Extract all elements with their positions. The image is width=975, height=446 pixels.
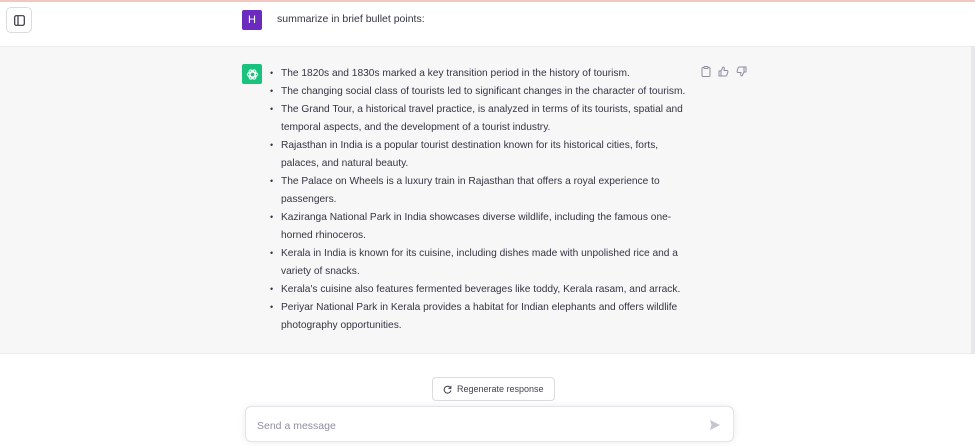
scrollbar-track[interactable] — [971, 46, 975, 354]
thumbs-down-button[interactable] — [735, 65, 748, 78]
refresh-icon — [443, 385, 452, 394]
sidebar-icon — [14, 15, 25, 26]
assistant-avatar — [242, 64, 262, 84]
user-avatar: H — [242, 10, 262, 30]
thumbs-up-button[interactable] — [717, 65, 730, 78]
copy-button[interactable] — [699, 65, 712, 78]
openai-logo-icon — [246, 68, 259, 81]
thumbs-down-icon — [736, 66, 747, 77]
message-input[interactable] — [255, 415, 699, 437]
send-icon — [709, 419, 721, 431]
bullet-item: • The Palace on Wheels is a luxury train in Rajasthan that offers a royal experience to passengers. — [270, 173, 690, 209]
regenerate-label: Regenerate response — [457, 384, 544, 394]
bullet-item: • The 1820s and 1830s marked a key transition period in the history of tourism. — [270, 65, 690, 83]
user-message-text: summarize in brief bullet points: — [277, 13, 425, 25]
thumbs-up-icon — [718, 66, 729, 77]
send-button[interactable] — [708, 418, 722, 432]
summary-bullet-list — [270, 65, 690, 335]
message-composer — [245, 406, 734, 442]
bullet-item: • Periyar National Park in Kerala provides a habitat for Indian elephants and offers wildlife photography opportunities. — [270, 299, 690, 335]
regenerate-response-button[interactable] — [432, 377, 555, 401]
bullet-item: • Kerala in India is known for its cuisine, including dishes made with unpolished rice and a variety of snacks. — [270, 245, 690, 281]
sidebar-toggle-button[interactable] — [6, 7, 32, 33]
user-message-row — [0, 2, 975, 46]
bullet-item: • Kaziranga National Park in India showcases diverse wildlife, including the famous one-horned rhinoceros. — [270, 209, 690, 245]
bullet-item: • Kerala's cuisine also features fermented beverages like toddy, Kerala rasam, and arrack. — [270, 281, 690, 299]
bullet-item: • The changing social class of tourists led to significant changes in the character of tourism. — [270, 83, 690, 101]
clipboard-icon — [701, 66, 711, 77]
bullet-item: • Rajasthan in India is a popular tourist destination known for its historical cities, forts, palaces, and natural beauty. — [270, 137, 690, 173]
assistant-message-row — [0, 46, 975, 354]
message-actions — [699, 65, 748, 78]
bullet-item: • The Grand Tour, a historical travel practice, is analyzed in terms of its tourists, spatial and temporal aspects, and the development of a tourist industry. — [270, 101, 690, 137]
